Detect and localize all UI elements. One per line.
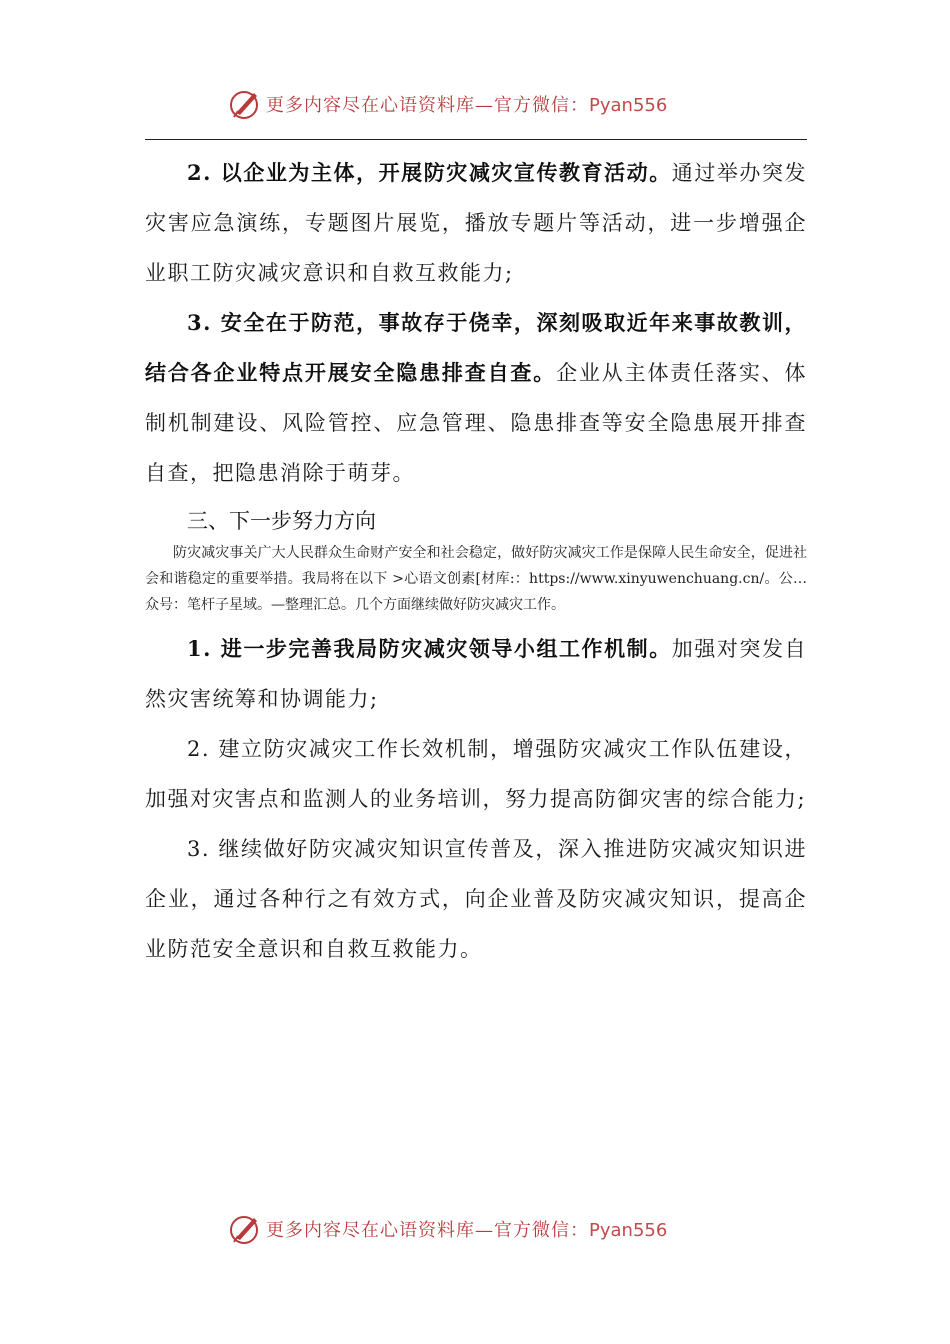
- paragraph-3-text: 加强对突发自然灾害统筹和协调能力;: [145, 637, 808, 711]
- paragraph-4: 2. 建立防灾减灾工作长效机制，增强防灾减灾工作队伍建设，加强对灾害点和监测人的业务培训，努力提高防御灾害的综合能力;: [145, 737, 807, 811]
- banner-title: 更多内容尽在心语资料库—官方微信：: [266, 95, 589, 116]
- paragraph-1: [145, 148, 807, 298]
- paragraph-1-lead: 2. 以企业为主体，开展防灾减灾宣传教育活动。: [187, 160, 672, 185]
- banner-handle: Pyan556: [589, 1220, 668, 1241]
- paragraph-5: 3. 继续做好防灾减灾知识宣传普及，深入推进防灾减灾知识进企业，通过各种行之有效方式，向企业普及防灾减灾知识，提高企业防范安全意识和自救互救能力。: [145, 837, 807, 961]
- paragraph-3: [145, 624, 807, 724]
- footer-banner: [0, 1209, 950, 1249]
- paragraph-2: [145, 298, 807, 498]
- header-banner: [0, 84, 950, 124]
- paragraph-2-lead: 3. 安全在于防范，事故存于侥幸，深刻吸取近年来事故教训，结合各企业特点开展安全隐患排查自查。: [145, 310, 807, 385]
- section-heading: 三、下一步努力方向: [187, 509, 376, 533]
- quill-logo-icon: [228, 87, 262, 121]
- quill-logo-icon: [228, 1212, 262, 1246]
- banner-text: [266, 1216, 667, 1242]
- paragraph-1-text: 通过举办突发灾害应急演练，专题图片展览，播放专题片等活动，进一步增强企业职工防灾减灾意识和自救互救能力;: [145, 161, 808, 285]
- document-body: [145, 148, 807, 974]
- paragraph-2-text: 企业从主体责任落实、体制机制建设、风险管控、应急管理、隐患排查等安全隐患展开排查自查，把隐患消除于萌芽。: [145, 361, 808, 485]
- banner-text: [266, 91, 667, 117]
- paragraph-3-lead: 1. 进一步完善我局防灾减灾领导小组工作机制。: [187, 636, 672, 661]
- banner-title: 更多内容尽在心语资料库—官方微信：: [266, 1220, 589, 1241]
- banner-handle: Pyan556: [589, 95, 668, 116]
- header-rule: [145, 139, 807, 140]
- small-paragraph: 防灾减灾事关广大人民群众生命财产安全和社会稳定，做好防灾减灾工作是保障人民生命安全，促进社会和谐稳定的重要举措。我局将在以下 >心语文创素[材库:：https://www.xinyuwenchuang.cn/。公…众号：笔杆子星域。—整理汇总。几个方面继续做好防灾减灾工作。: [145, 545, 807, 613]
